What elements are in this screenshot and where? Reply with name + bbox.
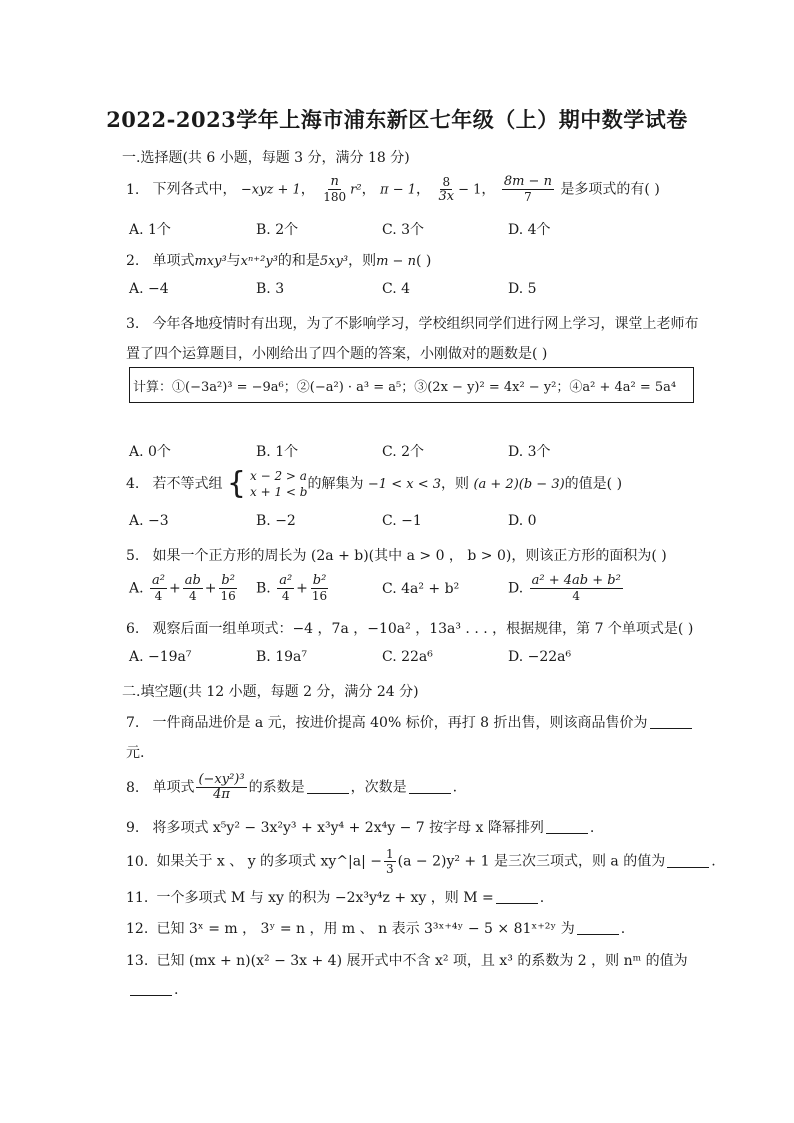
option-d[interactable] <box>508 574 625 603</box>
math-expr: (a + 2)(b − 3) <box>473 477 565 492</box>
math-expr: 5xy³ <box>319 254 349 269</box>
option-d[interactable]: D. 4个 <box>508 222 551 238</box>
inequality-row: x + 1 < b <box>250 485 308 499</box>
exam-title: 2022-2023学年上海市浦东新区七年级（上）期中数学试卷 <box>106 107 688 132</box>
option-b[interactable]: B. −2 <box>256 513 296 529</box>
options-q1 <box>129 219 689 243</box>
question-number: 13. <box>126 953 149 969</box>
question-text: (a − 2)y² + 1 是三次三项式，则 a 的值为 <box>397 853 666 870</box>
question-text: . <box>589 820 595 836</box>
answer-blank[interactable] <box>667 867 709 868</box>
question-13-cont <box>130 982 178 998</box>
section-fill-heading: 二.填空题(共 12 小题，每题 2 分，满分 24 分) <box>122 684 419 700</box>
fraction: $\frac{8m - n}{7}$ <box>503 174 552 204</box>
question-number: 10. <box>126 853 149 870</box>
calculation-box <box>129 367 694 403</box>
fraction: $\frac{\text{a²}}{4}$ <box>152 573 165 603</box>
question-7 <box>126 712 694 732</box>
option-b[interactable]: B. 3 <box>256 281 285 297</box>
answer-blank[interactable] <box>546 833 588 834</box>
option-c[interactable]: C. −1 <box>382 513 422 529</box>
question-text: 已知 3ˣ = m ， 3ʸ = n ，用 m 、 n 表示 3³ˣ⁺⁴ʸ − 5 × 81ˣ⁺²ʸ 为 <box>156 921 575 937</box>
option-letter: B. <box>256 580 271 597</box>
question-text: ，则 <box>348 253 377 269</box>
question-text: 如果一个正方形的周长为 (2a + b)(其中 a > 0 ， b > 0)，则该正方形的面积为( ) <box>152 548 667 564</box>
question-text: 一件商品进价是 a 元，按进价提高 40% 标价，再打 8 折出售，则该商品售价为 <box>152 715 648 731</box>
option-a[interactable]: A. 0个 <box>129 444 171 460</box>
option-d[interactable]: D. 0 <box>508 513 537 529</box>
question-10 <box>126 847 716 876</box>
question-text: 单项式 <box>152 779 195 796</box>
option-c[interactable]: C. 4a² + b² <box>382 581 460 597</box>
option-c[interactable]: C. 4 <box>382 281 411 297</box>
question-text: . <box>174 982 179 998</box>
option-d[interactable]: D. 5 <box>508 281 537 297</box>
question-5 <box>126 545 667 565</box>
option-letter: A. <box>129 580 144 597</box>
question-text: 的系数是 <box>248 779 305 796</box>
question-text: 单项式 <box>152 253 195 269</box>
answer-blank[interactable] <box>496 903 538 904</box>
option-c[interactable]: C. 2个 <box>382 444 425 460</box>
fraction: $\frac{\text{a²}}{4}$ <box>279 573 293 603</box>
question-number: 11. <box>126 890 149 906</box>
option-c[interactable]: C. 22a⁶ <box>382 649 433 665</box>
question-8 <box>126 773 457 802</box>
fraction: $\frac{\text{b²}}{16}$ <box>311 573 328 603</box>
question-3-cont: 置了四个运算题目，小刚给出了四个题的答案，小刚做对的题数是( ) <box>126 346 548 362</box>
options-q6 <box>129 649 689 673</box>
option-a[interactable]: A. $\frac{\text{a²}}{4}$ + $\frac{ab}{4}$ + $\frac{\text{b²}}{16}$ <box>129 573 236 603</box>
option-b[interactable]: B. $\frac{\text{a²}}{4}$ + $\frac{\text{b²}}{16}$ <box>256 573 328 603</box>
math-expr: r² <box>350 182 362 198</box>
question-text: . <box>620 921 626 937</box>
question-number: 6. <box>126 621 140 637</box>
question-number: 2. <box>126 253 140 269</box>
fraction: $\frac{\text{(−xy²)³}}{4\pi}$ <box>198 772 245 802</box>
options-q5 <box>129 574 689 608</box>
math-expr: −xyz + 1 <box>240 182 301 198</box>
question-number: 4. <box>126 476 140 492</box>
math-expr: − 1 <box>458 182 482 198</box>
option-a[interactable]: A. −19a⁷ <box>129 649 192 665</box>
fraction: $\frac{\text{b²}}{16}$ <box>220 573 236 603</box>
question-text: 下列各式中， <box>152 181 237 198</box>
inequality-row: x − 2 > a <box>250 469 307 483</box>
option-a[interactable]: A. −3 <box>129 513 169 529</box>
left-brace-icon: { <box>226 466 246 501</box>
question-number: 1. <box>126 181 140 198</box>
question-number: 5. <box>126 548 140 564</box>
question-text: . <box>539 890 545 906</box>
question-number: 7. <box>126 715 140 731</box>
question-text: 一个多项式 M 与 xy 的积为 −2x³y⁴z + xy ，则 M = <box>156 890 494 906</box>
math-expr: m − n <box>376 254 416 269</box>
option-b[interactable]: B. 19a⁷ <box>256 649 307 665</box>
question-text: 是多项式的有( ) <box>560 181 660 198</box>
question-text: 已知 (mx + n)(x² − 3x + 4) 展开式中不含 x² 项，且 x³ 的系数为 2 ，则 nᵐ 的值为 <box>156 953 688 969</box>
question-text: 如果关于 x 、 y 的多项式 xy^|a| − <box>156 853 383 870</box>
question-11 <box>126 887 544 907</box>
fraction: $\frac{\text{a² + 4ab + b²}}{4}$ <box>531 573 621 603</box>
question-3 <box>126 313 698 333</box>
question-text: 若不等式组 <box>152 476 223 492</box>
question-text: ，次数是 <box>350 779 407 796</box>
fraction: $\frac{1}{3}$ <box>386 847 394 876</box>
question-text: . <box>452 779 458 796</box>
question-text: . <box>711 853 716 870</box>
math-expr: π − 1 <box>380 182 416 198</box>
answer-blank[interactable] <box>307 793 349 794</box>
question-6 <box>126 618 693 638</box>
answer-blank[interactable] <box>130 995 172 996</box>
option-letter: D. <box>508 580 524 597</box>
question-12 <box>126 918 625 938</box>
option-a[interactable]: A. −4 <box>129 281 169 297</box>
section-choice-heading: 一.选择题(共 6 小题，每题 3 分，满分 18 分) <box>122 150 410 166</box>
options-q4 <box>129 513 689 537</box>
fraction: $\frac{n}{180}$ <box>323 174 347 204</box>
answer-blank[interactable] <box>409 793 451 794</box>
question-number: 12. <box>126 921 149 937</box>
question-4 <box>126 468 622 500</box>
inequality-system <box>227 468 308 500</box>
question-text: 的解集为 <box>307 476 364 492</box>
answer-blank[interactable] <box>650 728 692 729</box>
option-a[interactable]: A. 1个 <box>129 222 171 238</box>
option-d[interactable]: D. −22a⁶ <box>508 649 572 665</box>
question-text: ( ) <box>415 253 432 269</box>
question-text: 的和是 <box>277 253 320 269</box>
question-number: 8. <box>126 779 140 796</box>
math-expr: xⁿ⁺²y³ <box>240 254 278 269</box>
option-d[interactable]: D. 3个 <box>508 444 551 460</box>
question-number: 9. <box>126 820 140 836</box>
option-b[interactable]: B. 1个 <box>256 444 299 460</box>
fraction: $\frac{ab}{4}$ <box>184 573 201 603</box>
math-expr: mxy³ <box>194 254 227 269</box>
question-text: 今年各地疫情时有出现，为了不影响学习，学校组织同学们进行网上学习，课堂上老师布 <box>152 316 699 332</box>
options-q3 <box>129 441 689 465</box>
option-c[interactable]: C. 3个 <box>382 222 425 238</box>
answer-blank[interactable] <box>577 934 619 935</box>
question-text: ，则 <box>441 476 469 492</box>
question-7-cont: 元. <box>126 745 145 761</box>
fraction: $\frac{8}{3x}$ <box>438 175 455 204</box>
options-q2 <box>129 281 689 305</box>
question-text: 将多项式 x⁵y² − 3x²y³ + x³y⁴ + 2x⁴y − 7 按字母 x 降幂排列 <box>152 820 544 836</box>
option-b[interactable]: B. 2个 <box>256 222 299 238</box>
question-text: 与 <box>226 253 241 269</box>
calculation-text: 计算：①(−3a²)³ = −9a⁶；②(−a²) · a³ = a⁵；③(2x − y)² = 4x² − y²；④a² + 4a² = 5a⁴ <box>133 380 677 395</box>
question-number: 3. <box>126 316 140 332</box>
math-expr: −1 < x < 3 <box>367 477 441 492</box>
question-text: 的值是( ) <box>564 476 623 492</box>
question-9 <box>126 817 594 837</box>
question-text: 观察后面一组单项式：−4 ，7a ，−10a² ，13a³ . . . ，根据规律，第 7 个单项式是( ) <box>152 621 694 637</box>
question-13 <box>126 950 688 970</box>
question-1: 1. 下列各式中， −xyz + 1， $\frac{n}{180}$ r²， π − 1， $\frac{8}{3x}$ − 1， $\frac{8m - n}{7}$ 是多项式的有( ) <box>126 174 660 204</box>
question-2 <box>126 250 431 270</box>
